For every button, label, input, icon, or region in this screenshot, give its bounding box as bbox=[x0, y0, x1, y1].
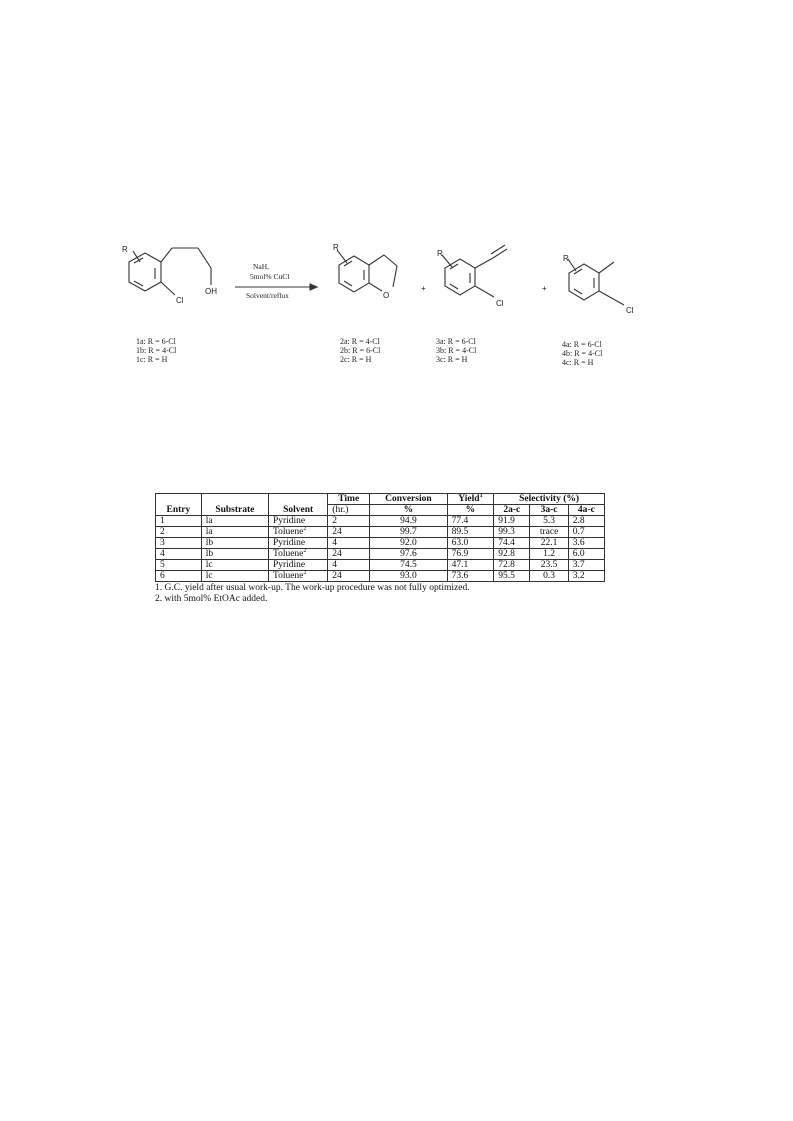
product-3-structure bbox=[442, 245, 507, 297]
conversion-cell-text: 94.9 bbox=[400, 516, 417, 526]
table-row bbox=[156, 571, 605, 582]
time-cell-text: 4 bbox=[332, 538, 338, 548]
p2-r-label: R bbox=[333, 243, 339, 252]
footnote-2: 2. with 5mol% EtOAc added. bbox=[155, 594, 268, 604]
time-cell bbox=[328, 549, 370, 560]
substrate-cell bbox=[201, 538, 268, 549]
selectivity-4-cell-text: 3.7 bbox=[572, 560, 585, 570]
table-row bbox=[156, 560, 605, 571]
product-4-structure bbox=[568, 259, 624, 305]
sm-oh-label: OH bbox=[205, 287, 217, 296]
entry-cell-text: 2 bbox=[160, 527, 165, 537]
selectivity-4-cell bbox=[568, 516, 604, 527]
entry-cell-text: 1 bbox=[160, 516, 165, 526]
solvent-cell bbox=[268, 571, 327, 582]
entry-cell bbox=[156, 538, 202, 549]
table-row bbox=[156, 549, 605, 560]
results-table bbox=[155, 493, 605, 582]
selectivity-3-cell-text: 5.3 bbox=[543, 516, 555, 526]
selectivity-3-cell-text: trace bbox=[539, 527, 559, 537]
header-selectivity: Selectivity (%) bbox=[494, 494, 605, 505]
entry-cell-text: 5 bbox=[160, 560, 165, 570]
substrate-cell bbox=[201, 571, 268, 582]
selectivity-2-cell-text: 99.3 bbox=[498, 527, 515, 537]
p4-labels bbox=[562, 340, 602, 367]
header-yield-footnote: 1 bbox=[479, 492, 483, 499]
selectivity-2-cell-text: 72.8 bbox=[498, 560, 515, 570]
solvent-cell bbox=[268, 527, 327, 538]
entry-cell-text: 6 bbox=[160, 571, 165, 581]
entry-cell bbox=[156, 571, 202, 582]
solvent-cell bbox=[268, 560, 327, 571]
selectivity-3-cell-text: 1.2 bbox=[543, 549, 555, 559]
solvent-cell-text: Pyridine bbox=[272, 538, 306, 548]
substrate-cell-text: la bbox=[205, 516, 213, 526]
selectivity-3-cell bbox=[530, 549, 568, 560]
substrate-cell-text: lb bbox=[205, 538, 214, 548]
p3-r-label: R bbox=[437, 249, 443, 258]
p3-cl-label: Cl bbox=[496, 299, 504, 308]
selectivity-3-cell bbox=[530, 516, 568, 527]
selectivity-4-cell bbox=[568, 549, 604, 560]
conversion-cell bbox=[370, 538, 448, 549]
yield-cell bbox=[447, 549, 494, 560]
p4-r-label: R bbox=[563, 254, 569, 263]
solvent-cell-text: Toluene bbox=[272, 527, 304, 537]
entry-cell bbox=[156, 560, 202, 571]
substrate-cell-text: lc bbox=[205, 560, 213, 570]
conversion-cell bbox=[370, 527, 448, 538]
solvent-cell-text: Toluene bbox=[272, 549, 304, 559]
yield-cell-text: 77.4 bbox=[451, 516, 469, 526]
entry-cell-text: 3 bbox=[160, 538, 165, 548]
reagent-line-1: NaH, bbox=[253, 262, 270, 271]
time-cell bbox=[328, 516, 370, 527]
entry-cell-text: 4 bbox=[160, 549, 165, 559]
selectivity-3-cell bbox=[530, 538, 568, 549]
time-cell-text: 24 bbox=[332, 549, 342, 559]
solvent-cell bbox=[268, 516, 327, 527]
product-2-structure bbox=[337, 250, 397, 292]
label-1b: 1b: R = 4-Cl bbox=[136, 346, 177, 355]
selectivity-3-cell-text: 0.3 bbox=[543, 571, 555, 581]
selectivity-2-cell-text: 91.9 bbox=[498, 516, 515, 526]
time-cell bbox=[328, 560, 370, 571]
selectivity-4-cell bbox=[568, 527, 604, 538]
conversion-cell bbox=[370, 549, 448, 560]
label-2a: 2a: R = 4-Cl bbox=[340, 337, 380, 346]
header-conversion: Conversion bbox=[370, 494, 448, 505]
footnote-1: 1. G.C. yield after usual work-up. The work-up procedure was not fully optimized. bbox=[155, 583, 470, 593]
label-4a: 4a: R = 6-Cl bbox=[562, 340, 602, 349]
selectivity-3-cell-text: 23.5 bbox=[540, 560, 558, 570]
results-table-block bbox=[155, 493, 605, 605]
label-3a: 3a: R = 6-Cl bbox=[436, 337, 476, 346]
yield-cell bbox=[447, 560, 494, 571]
entry-cell bbox=[156, 549, 202, 560]
selectivity-2-cell-text: 92.8 bbox=[498, 549, 515, 559]
selectivity-3-cell bbox=[530, 571, 568, 582]
header-2a-c: 2a-c bbox=[494, 505, 530, 516]
substrate-cell-text: lb bbox=[205, 549, 214, 559]
selectivity-2-cell-text: 95.5 bbox=[498, 571, 515, 581]
header-4a-c: 4a-c bbox=[568, 505, 604, 516]
time-cell bbox=[328, 571, 370, 582]
selectivity-4-cell bbox=[568, 538, 604, 549]
selectivity-4-cell-text: 6.0 bbox=[572, 549, 585, 559]
yield-cell bbox=[447, 527, 494, 538]
time-cell bbox=[328, 527, 370, 538]
time-cell-text: 24 bbox=[332, 527, 342, 537]
selectivity-4-cell bbox=[568, 560, 604, 571]
selectivity-2-cell bbox=[494, 527, 530, 538]
solvent-cell-text: Toluene bbox=[272, 571, 304, 581]
substrate-cell bbox=[201, 549, 268, 560]
yield-cell-text: 47.1 bbox=[451, 560, 469, 570]
sm-labels bbox=[136, 337, 176, 364]
header-conversion-unit: % bbox=[370, 505, 448, 516]
label-1c: 1c: R = H bbox=[136, 355, 168, 364]
yield-cell-text: 89.5 bbox=[451, 527, 469, 537]
selectivity-3-cell-text: 22.1 bbox=[540, 538, 558, 548]
conversion-cell-text: 92.0 bbox=[400, 538, 417, 548]
conversion-cell-text: 74.5 bbox=[400, 560, 417, 570]
selectivity-2-cell bbox=[494, 549, 530, 560]
selectivity-4-cell bbox=[568, 571, 604, 582]
time-cell-text: 2 bbox=[332, 516, 338, 526]
conversion-cell bbox=[370, 571, 448, 582]
reagent-conditions: Solvent/reflux bbox=[246, 291, 289, 300]
solvent-cell bbox=[268, 549, 327, 560]
solvent-cell-text: Pyridine bbox=[272, 560, 306, 570]
conversion-cell bbox=[370, 516, 448, 527]
table-row bbox=[156, 538, 605, 549]
yield-cell bbox=[447, 571, 494, 582]
plus-sign-2: + bbox=[542, 284, 547, 293]
header-entry: Entry bbox=[156, 494, 202, 516]
selectivity-2-cell bbox=[494, 516, 530, 527]
conversion-cell-text: 99.7 bbox=[400, 527, 417, 537]
header-yield-unit: % bbox=[447, 505, 494, 516]
substrate-cell-text: lc bbox=[205, 571, 213, 581]
starting-material-structure bbox=[129, 248, 211, 295]
header-substrate: Substrate bbox=[201, 494, 268, 516]
sm-r-label: R bbox=[122, 245, 128, 254]
selectivity-2-cell bbox=[494, 560, 530, 571]
selectivity-2-cell-text: 74.4 bbox=[498, 538, 515, 548]
header-solvent: Solvent bbox=[268, 494, 327, 516]
p2-o-label: O bbox=[383, 291, 390, 300]
table-row bbox=[156, 516, 605, 527]
selectivity-4-cell-text: 0.7 bbox=[572, 527, 585, 537]
yield-cell bbox=[447, 516, 494, 527]
conversion-cell-text: 93.0 bbox=[400, 571, 417, 581]
selectivity-4-cell-text: 2.8 bbox=[572, 516, 585, 526]
time-cell-text: 24 bbox=[332, 571, 342, 581]
entry-cell bbox=[156, 527, 202, 538]
yield-cell bbox=[447, 538, 494, 549]
selectivity-2-cell bbox=[494, 538, 530, 549]
label-4b: 4b: R = 4-Cl bbox=[562, 349, 603, 358]
reaction-arrow bbox=[235, 284, 317, 290]
solvent-footnote: 2 bbox=[303, 569, 307, 576]
solvent-footnote: 2 bbox=[303, 525, 307, 532]
plus-sign-1: + bbox=[421, 284, 426, 293]
label-3c: 3c: R = H bbox=[436, 355, 468, 364]
selectivity-2-cell bbox=[494, 571, 530, 582]
p4-cl-label: Cl bbox=[626, 306, 634, 315]
header-yield bbox=[447, 494, 494, 505]
table-row bbox=[156, 527, 605, 538]
time-cell-text: 4 bbox=[332, 560, 338, 570]
solvent-footnote: 2 bbox=[303, 547, 307, 554]
label-3b: 3b: R = 4-Cl bbox=[436, 346, 477, 355]
sm-cl-label: Cl bbox=[176, 296, 184, 305]
solvent-cell-text: Pyridine bbox=[272, 516, 306, 526]
header-3a-c: 3a-c bbox=[530, 505, 568, 516]
substrate-cell-text: la bbox=[205, 527, 213, 537]
time-cell bbox=[328, 538, 370, 549]
header-yield-text: Yield bbox=[458, 494, 480, 504]
header-time: Time bbox=[328, 494, 370, 505]
header-time-unit: (hr.) bbox=[328, 505, 370, 516]
yield-cell-text: 76.9 bbox=[451, 549, 469, 559]
p2-labels bbox=[340, 337, 380, 364]
substrate-cell bbox=[201, 516, 268, 527]
conversion-cell bbox=[370, 560, 448, 571]
selectivity-3-cell bbox=[530, 527, 568, 538]
yield-cell-text: 73.6 bbox=[451, 571, 469, 581]
yield-cell-text: 63.0 bbox=[451, 538, 469, 548]
label-1a: 1a: R = 6-Cl bbox=[136, 337, 176, 346]
selectivity-4-cell-text: 3.2 bbox=[572, 571, 585, 581]
reaction-scheme bbox=[0, 0, 793, 400]
label-2c: 2c: R = H bbox=[340, 355, 372, 364]
label-4c: 4c: R = H bbox=[562, 358, 594, 367]
reagent-line-2: 5mol% CuCl bbox=[250, 272, 290, 281]
table-footnotes bbox=[155, 583, 605, 605]
entry-cell bbox=[156, 516, 202, 527]
substrate-cell bbox=[201, 527, 268, 538]
p3-labels bbox=[436, 337, 476, 364]
label-2b: 2b: R = 6-Cl bbox=[340, 346, 381, 355]
substrate-cell bbox=[201, 560, 268, 571]
conversion-cell-text: 97.6 bbox=[400, 549, 417, 559]
solvent-cell bbox=[268, 538, 327, 549]
selectivity-3-cell bbox=[530, 560, 568, 571]
selectivity-4-cell-text: 3.6 bbox=[572, 538, 585, 548]
